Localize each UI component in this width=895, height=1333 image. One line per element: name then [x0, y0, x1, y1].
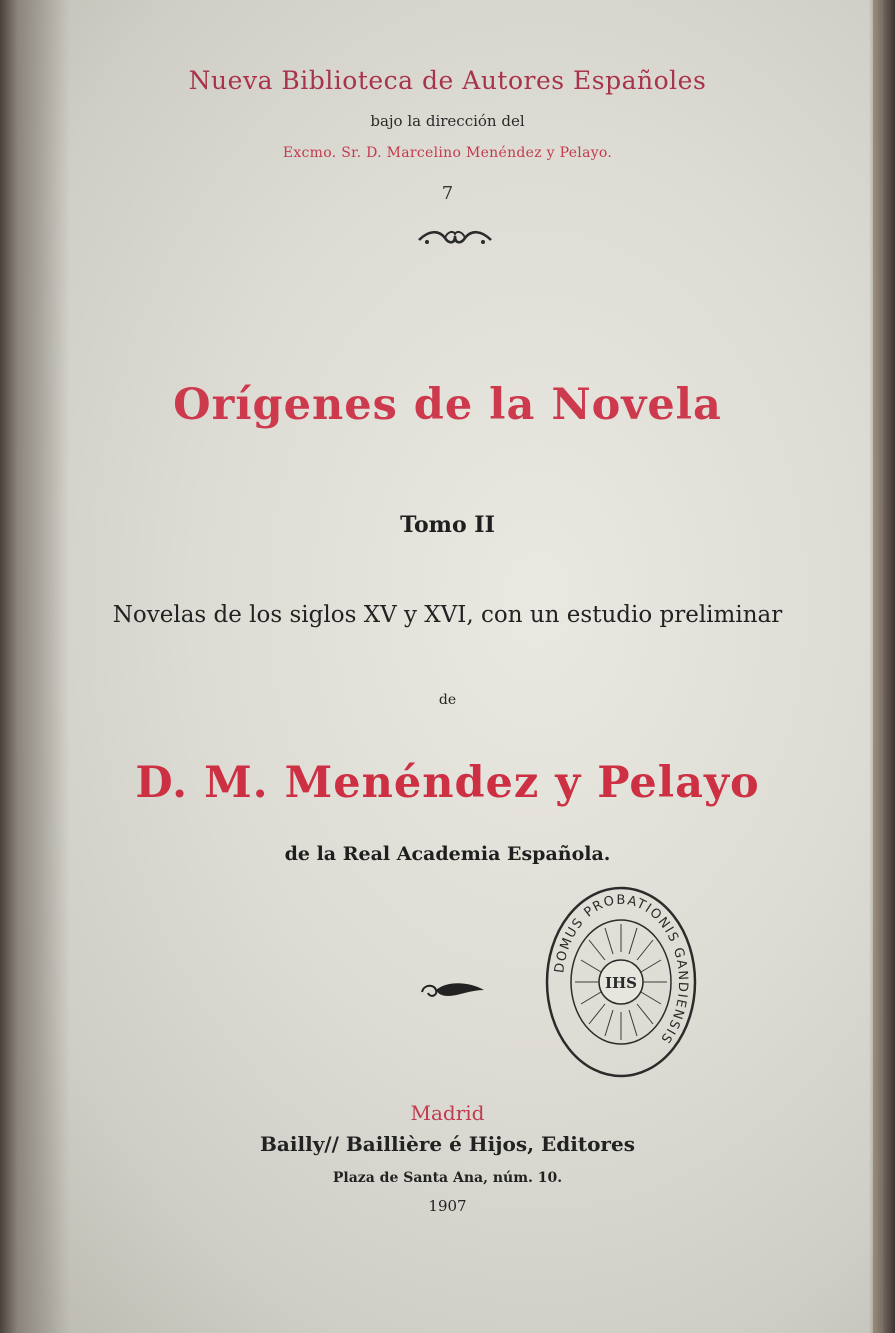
author-name: D. M. Menéndez y Pelayo	[135, 758, 760, 808]
author-affiliation: de la Real Academia Española.	[284, 843, 611, 865]
imprint-publisher: Bailly// Baillière é Hijos, Editores	[260, 1132, 635, 1156]
volume-number: 7	[441, 183, 454, 204]
director-name: Excmo. Sr. D. Marcelino Menéndez y Pelayo.	[282, 145, 613, 161]
imprint-address: Plaza de Santa Ana, núm. 10.	[332, 1170, 563, 1186]
leaf-flourish-icon	[418, 976, 488, 1006]
direction-line: bajo la dirección del	[370, 112, 525, 130]
by-word: de	[438, 692, 457, 708]
book-subtitle: Novelas de los siglos XV y XVI, con un estudio preliminar	[112, 602, 783, 628]
scroll-flourish-icon	[415, 222, 495, 250]
book-title: Orígenes de la Novela	[173, 380, 722, 430]
stamp-ring-text: DOMUS PROBATIONIS GANDIENSIS	[552, 892, 691, 1047]
imprint-year: 1907	[428, 1197, 467, 1215]
imprint-city: Madrid	[410, 1101, 485, 1125]
stamp-center-text: IHS	[604, 974, 638, 992]
volume-label: Tomo II	[400, 512, 495, 538]
library-stamp	[543, 884, 699, 1080]
series-title: Nueva Biblioteca de Autores Españoles	[188, 66, 707, 95]
